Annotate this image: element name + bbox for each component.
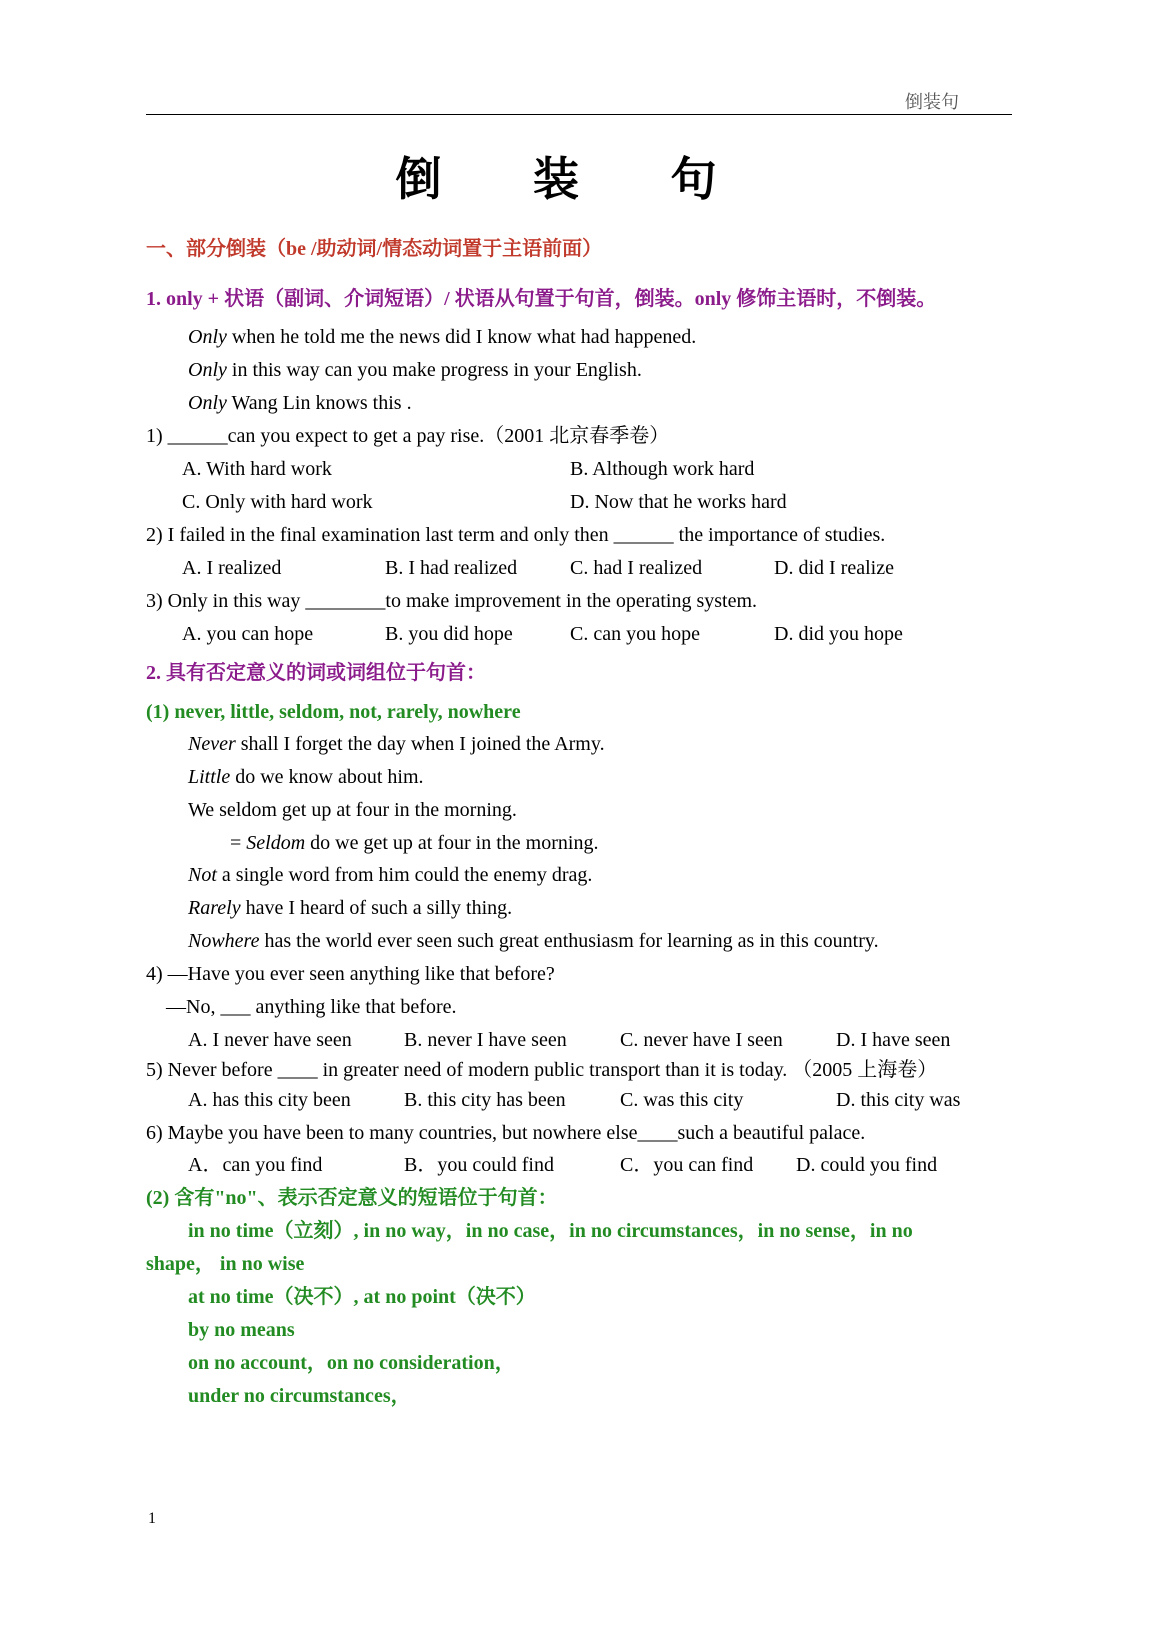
example-lead: Rarely [188, 897, 241, 919]
question-6-stem: 6) Maybe you have been to many countries, but nowhere else____such a beautiful palace. [146, 1122, 866, 1144]
question-6-option-d: D. could you find [796, 1154, 938, 1176]
example-rest: a single word from him could the enemy drag. [216, 864, 593, 886]
question-1-option-d: D. Now that he works hard [570, 491, 787, 513]
example-rest: do we know about him. [230, 766, 424, 788]
question-2-option-d: D. did I realize [774, 557, 894, 579]
question-6-option-c: C．you can find [620, 1154, 754, 1176]
phrase-line: in no time（立刻）, in no way，in no case，in no circumstances，in no sense，in no [188, 1220, 913, 1242]
page-number: 1 [148, 1510, 156, 1527]
question-3-option-d: D. did you hope [774, 623, 903, 645]
example-lead: Only [188, 359, 227, 381]
rule-1-heading: 1. only + 状语（副词、介词短语）/ 状语从句置于句首，倒装。only 修饰主语时，不倒装。 [146, 288, 937, 310]
example-sentence [188, 324, 696, 350]
question-2-stem: 2) I failed in the final examination last term and only then ______ the importance of studies. [146, 524, 886, 546]
phrase-line: on no account，on no consideration， [188, 1352, 515, 1374]
example-sentence [188, 928, 879, 954]
example-lead: Nowhere [188, 930, 260, 952]
section-heading: 一、部分倒装（be /助动词/情态动词置于主语前面） [146, 238, 603, 260]
phrase-line: under no circumstances， [188, 1385, 411, 1407]
phrase-line: at no time（决不）, at no point（决不） [188, 1286, 536, 1308]
example-sentence [188, 357, 642, 383]
example-rest: shall I forget the day when I joined the Army. [235, 733, 605, 755]
question-4-option-c: C. never have I seen [620, 1029, 783, 1051]
example-sentence [188, 895, 512, 921]
question-4-option-d: D. I have seen [836, 1029, 951, 1051]
question-4-option-a: A. I never have seen [188, 1029, 352, 1051]
header-rule [146, 114, 1012, 115]
example-rest: has the world ever seen such great enthusiasm for learning as in this country. [259, 930, 879, 952]
example-lead: Only [188, 326, 227, 348]
subheading-2: (2) 含有"no"、表示否定意义的短语位于句首： [146, 1187, 558, 1209]
question-6-option-a: A．can you find [188, 1154, 323, 1176]
rule-2-heading: 2. 具有否定意义的词或词组位于句首： [146, 662, 486, 684]
example-rest: Wang Lin knows this . [226, 392, 412, 414]
question-3-option-a: A. you can hope [182, 623, 314, 645]
subheading-1: (1) never, little, seldom, not, rarely, nowhere [146, 701, 521, 723]
question-2-option-a: A. I realized [182, 557, 282, 579]
phrase-line: shape， in no wise [146, 1253, 305, 1275]
example-lead: Not [188, 864, 217, 886]
example-sentence [188, 862, 592, 888]
page-title: 倒 装 句 [395, 154, 757, 205]
example-lead: Little [188, 766, 231, 788]
question-5-stem: 5) Never before ____ in greater need of modern public transport than it is today. （2005 上海卷） [146, 1059, 938, 1081]
question-3-stem: 3) Only in this way ________to make improvement in the operating system. [146, 590, 758, 612]
example-rest: have I heard of such a silly thing. [240, 897, 513, 919]
example-sentence [230, 830, 598, 856]
example-rest: when he told me the news did I know what had happened. [226, 326, 697, 348]
example-sentence [188, 731, 605, 757]
question-5-option-d: D. this city was [836, 1089, 961, 1111]
example-sentence [188, 390, 412, 416]
question-1-option-a: A. With hard work [182, 458, 332, 480]
question-5-option-b: B. this city has been [404, 1089, 566, 1111]
question-2-option-b: B. I had realized [385, 557, 518, 579]
question-4-stem: 4) —Have you ever seen anything like that before? [146, 963, 555, 985]
question-3-option-b: B. you did hope [385, 623, 513, 645]
question-2-option-c: C. had I realized [570, 557, 703, 579]
question-4-reply: —No, ___ anything like that before. [166, 996, 457, 1018]
example-rest: We seldom get up at four in the morning. [188, 799, 517, 821]
example-rest: do we get up at four in the morning. [305, 832, 599, 854]
question-5-option-c: C. was this city [620, 1089, 744, 1111]
example-lead: Never [188, 733, 236, 755]
phrase-line: by no means [188, 1319, 295, 1341]
example-sentence [188, 797, 517, 823]
question-4-option-b: B. never I have seen [404, 1029, 567, 1051]
question-1-option-c: C. Only with hard work [182, 491, 373, 513]
example-rest: in this way can you make progress in your English. [226, 359, 642, 381]
example-lead: Only [188, 392, 227, 414]
example-lead: Seldom [246, 832, 306, 854]
question-1-option-b: B. Although work hard [570, 458, 755, 480]
question-5-option-a: A. has this city been [188, 1089, 351, 1111]
example-prefix: = [230, 832, 247, 854]
question-1-stem: 1) ______can you expect to get a pay rise.（2001 北京春季卷） [146, 425, 670, 447]
running-header: 倒装句 [905, 92, 959, 112]
question-3-option-c: C. can you hope [570, 623, 700, 645]
example-sentence [188, 764, 424, 790]
question-6-option-b: B．you could find [404, 1154, 554, 1176]
